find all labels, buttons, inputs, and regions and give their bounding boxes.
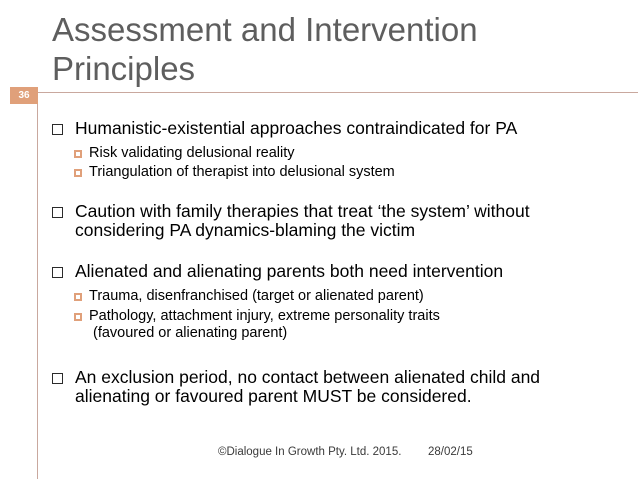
bullet-text-line-2: alienating or favoured parent MUST be considered. (75, 386, 472, 406)
sub-bullet-text: Trauma, disenfranchised (target or alienated parent) (89, 288, 424, 304)
square-bullet-icon (52, 373, 63, 384)
bullet-text: Alienated and alienating parents both need intervention (75, 261, 504, 281)
slide-title-line-2: Principles (52, 50, 196, 87)
square-bullet-icon (52, 207, 63, 218)
square-sub-bullet-icon (74, 293, 82, 301)
square-sub-bullet-icon (74, 169, 82, 177)
square-sub-bullet-icon (74, 150, 82, 158)
sub-bullet-text-line-1: Pathology, attachment injury, extreme personality traits (89, 308, 440, 324)
square-sub-bullet-icon (74, 313, 82, 321)
bullet-text-line-1: An exclusion period, no contact between alienated child and (75, 367, 541, 387)
bullet-text-line-1: Caution with family therapies that treat ‘the system’ without (75, 201, 530, 221)
square-bullet-icon (52, 124, 63, 135)
sub-bullet-text: Risk validating delusional reality (89, 145, 295, 161)
sub-bullet-text: Triangulation of therapist into delusional system (89, 164, 395, 180)
slide-number-badge: 36 (10, 87, 38, 104)
bullet-text: Humanistic-existential approaches contraindicated for PA (75, 118, 518, 138)
footer-copyright: ©Dialogue In Growth Pty. Ltd. 2015. (218, 446, 402, 458)
footer-date: 28/02/15 (428, 446, 473, 458)
square-bullet-icon (52, 267, 63, 278)
bullet-text-line-2: considering PA dynamics-blaming the victim (75, 220, 416, 240)
slide-title-line-1: Assessment and Intervention (52, 11, 478, 48)
sub-bullet-text-line-2: (favoured or alienating parent) (93, 325, 288, 341)
